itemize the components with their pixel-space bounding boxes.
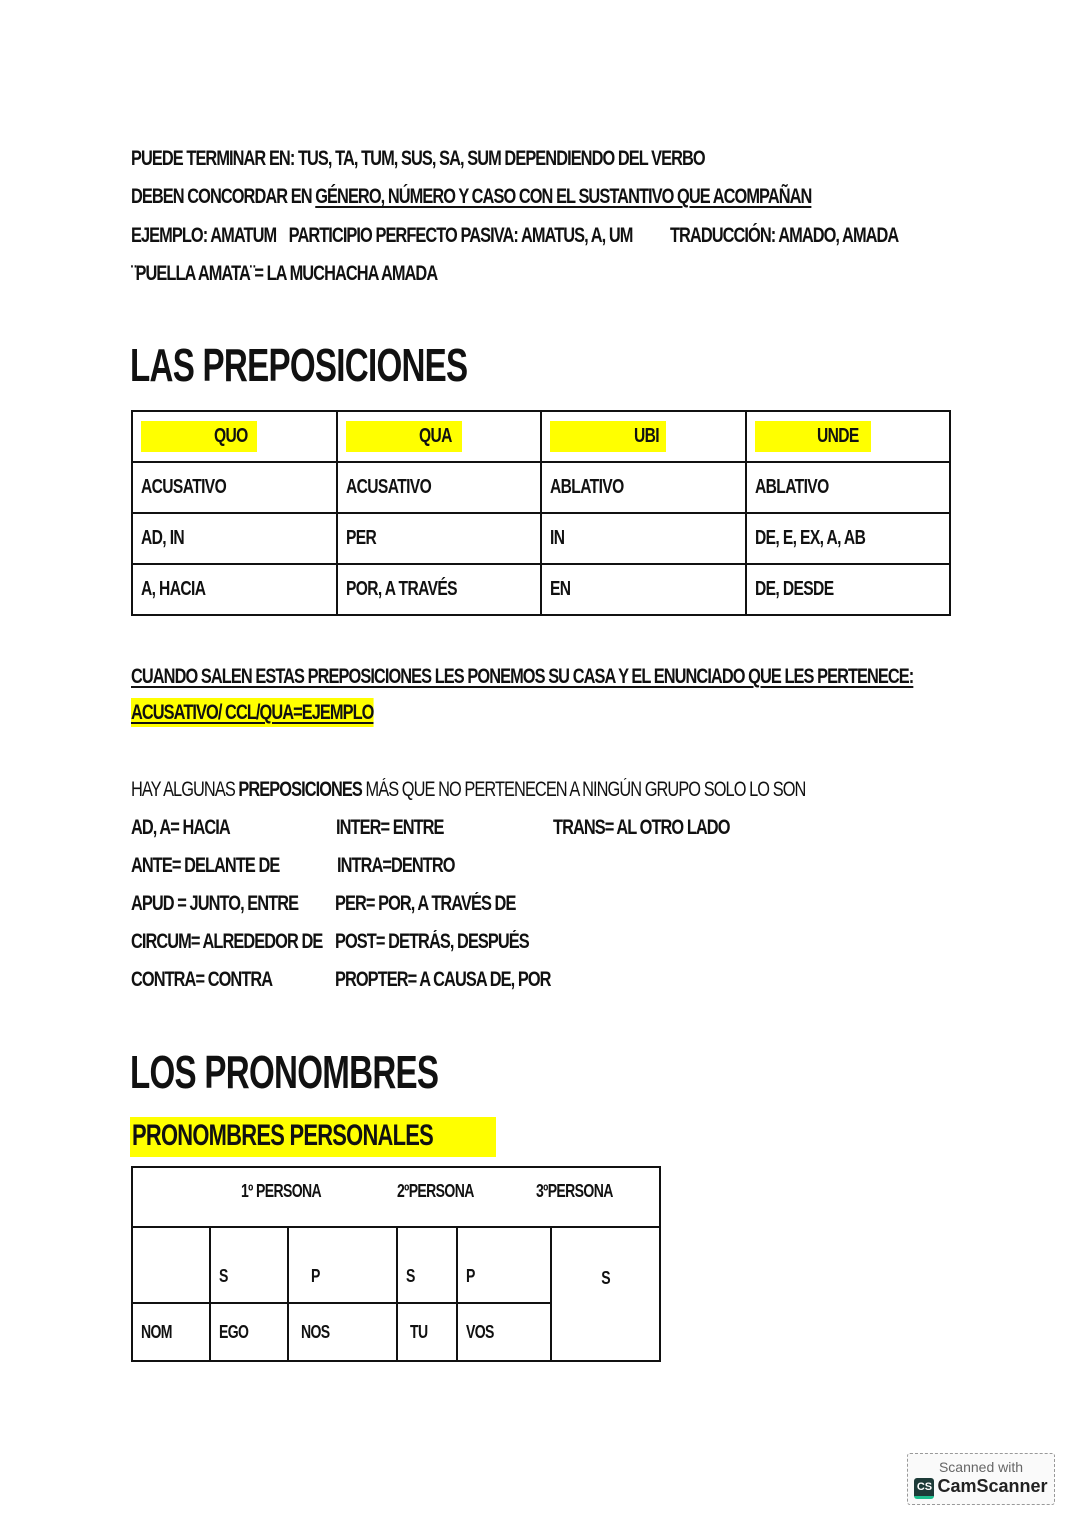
intro-text-bold: PREPOSICIONES (238, 778, 362, 801)
cell-text: VOS (466, 1321, 494, 1342)
table-cell (457, 1303, 551, 1361)
prep-list-item: AD, A= HACIA (131, 816, 230, 839)
header-unde: UNDE (817, 425, 859, 447)
prep-list-item: PROPTER= A CAUSA DE, POR (335, 968, 551, 991)
person-3-label: 3ºPERSONA (536, 1181, 613, 1201)
header-qua: QUA (419, 425, 453, 447)
table-cell (541, 513, 746, 564)
cell-text: IN (550, 527, 565, 549)
watermark-line-1: Scanned with (938, 1459, 1024, 1475)
intro-line-3 (131, 224, 898, 248)
cell-text: EGO (219, 1321, 249, 1342)
prep-list-item: ANTE= DELANTE DE (131, 854, 280, 877)
translation-text: TRADUCCIÓN: AMADO, AMADA (669, 224, 899, 247)
prep-list-item: INTRA=DENTRO (337, 854, 455, 877)
table-cell (541, 462, 746, 513)
subsection-title-personales (130, 1117, 496, 1159)
subtitle-text: PRONOMBRES PERSONALES (132, 1119, 434, 1152)
prep-list-item: INTER= ENTRE (336, 816, 444, 839)
prepositions-example: ACUSATIVO/ CCL/QUA=EJEMPLO (131, 698, 373, 727)
person-2-label: 2ºPERSONA (397, 1181, 474, 1201)
cell-text: DE, E, EX, A, AB (754, 527, 865, 549)
participle-text: PARTICIPIO PERFECTO PASIVA: AMATUS, A, UM (288, 224, 633, 247)
watermark-line-2 (908, 1476, 1054, 1499)
prepositions-note-line-2 (131, 701, 373, 725)
personal-pronouns-table (131, 1166, 661, 1362)
singular-label: S (601, 1268, 610, 1288)
number-cell (288, 1227, 397, 1303)
camscanner-watermark (907, 1453, 1055, 1505)
row-label-cell (132, 1303, 210, 1361)
cell-text: ACUSATIVO (141, 476, 227, 498)
table-cell (337, 513, 542, 564)
table-cell (132, 564, 337, 615)
cell-text: DE, DESDE (754, 578, 833, 600)
empty-cell (132, 1227, 210, 1303)
table-cell (132, 513, 337, 564)
section-title-pronombres: LOS PRONOMBRES (130, 1046, 439, 1098)
table-cell (746, 513, 951, 564)
singular-label: S (219, 1265, 228, 1286)
intro-text-a: HAY ALGUNAS (131, 778, 239, 801)
prep-list-item: TRANS= AL OTRO LADO (553, 816, 730, 839)
prepositions-table (131, 410, 951, 616)
header-cell (541, 411, 746, 462)
cell-text: TU (410, 1321, 428, 1342)
cell-text: POR, A TRAVÉS (345, 578, 457, 600)
person-1-label: 1º PERSONA (241, 1181, 322, 1201)
prep-list-item: CIRCUM= ALREDEDOR DE (131, 930, 323, 953)
table-cell (337, 564, 542, 615)
third-person-cell (551, 1227, 660, 1361)
header-ubi: UBI (633, 425, 659, 447)
watermark-brand: CamScanner (937, 1476, 1048, 1496)
table-cell (746, 564, 951, 615)
number-cell (210, 1227, 288, 1303)
cell-text: ACUSATIVO (345, 476, 431, 498)
prepositions-note-line-1: CUANDO SALEN ESTAS PREPOSICIONES LES PONEMOS SU CASA Y EL ENUNCIADO QUE LES PERTENECE: (131, 665, 914, 688)
prep-list-item: CONTRA= CONTRA (131, 968, 273, 991)
prep-list-item: APUD = JUNTO, ENTRE (131, 892, 299, 915)
nominative-label: NOM (141, 1321, 172, 1342)
header-cell (746, 411, 951, 462)
table-cell (397, 1303, 457, 1361)
cell-text: AD, IN (141, 527, 185, 549)
camscanner-logo-icon: CS (914, 1478, 934, 1499)
persons-row (132, 1167, 660, 1227)
table-cell (132, 462, 337, 513)
table-cell (288, 1303, 397, 1361)
cell-text: PER (345, 527, 376, 549)
cell-text: A, HACIA (141, 578, 206, 600)
plural-label: P (466, 1265, 475, 1286)
number-cell (457, 1227, 551, 1303)
singular-label: S (406, 1265, 415, 1286)
number-cell (397, 1227, 457, 1303)
numbers-row (132, 1227, 660, 1303)
intro-line-4: ¨PUELLA AMATA¨= LA MUCHACHA AMADA (131, 262, 438, 285)
intro-line-2 (131, 185, 811, 209)
table-row (132, 462, 950, 513)
section-title-preposiciones: LAS PREPOSICIONES (130, 339, 468, 391)
intro-line-2-prefix: DEBEN CONCORDAR EN (131, 185, 316, 208)
cell-text: NOS (301, 1321, 330, 1342)
table-cell (541, 564, 746, 615)
example-label: EJEMPLO: AMATUM (131, 224, 277, 247)
header-quo: QUO (213, 425, 248, 447)
header-cell (337, 411, 542, 462)
persons-header-cell (132, 1167, 660, 1227)
intro-text-b: MÁS QUE NO PERTENECEN A NINGÚN GRUPO SOLO LO SON (361, 778, 806, 801)
other-prepositions-intro (131, 778, 805, 802)
plural-label: P (311, 1265, 320, 1286)
header-cell (132, 411, 337, 462)
cell-text: EN (550, 578, 571, 600)
table-header-row (132, 411, 950, 462)
table-cell (210, 1303, 288, 1361)
table-cell (337, 462, 542, 513)
intro-line-1: PUEDE TERMINAR EN: TUS, TA, TUM, SUS, SA, SUM DEPENDIENDO DEL VERBO (131, 147, 705, 170)
table-row (132, 513, 950, 564)
table-cell (746, 462, 951, 513)
prep-list-item: PER= POR, A TRAVÉS DE (335, 892, 516, 915)
prep-list-item: POST= DETRÁS, DESPUÉS (335, 930, 529, 953)
table-row (132, 564, 950, 615)
cell-text: ABLATIVO (550, 476, 624, 498)
cell-text: ABLATIVO (754, 476, 829, 498)
intro-line-2-underlined: GÉNERO, NÚMERO Y CASO CON EL SUSTANTIVO QUE ACOMPAÑAN (315, 185, 812, 208)
